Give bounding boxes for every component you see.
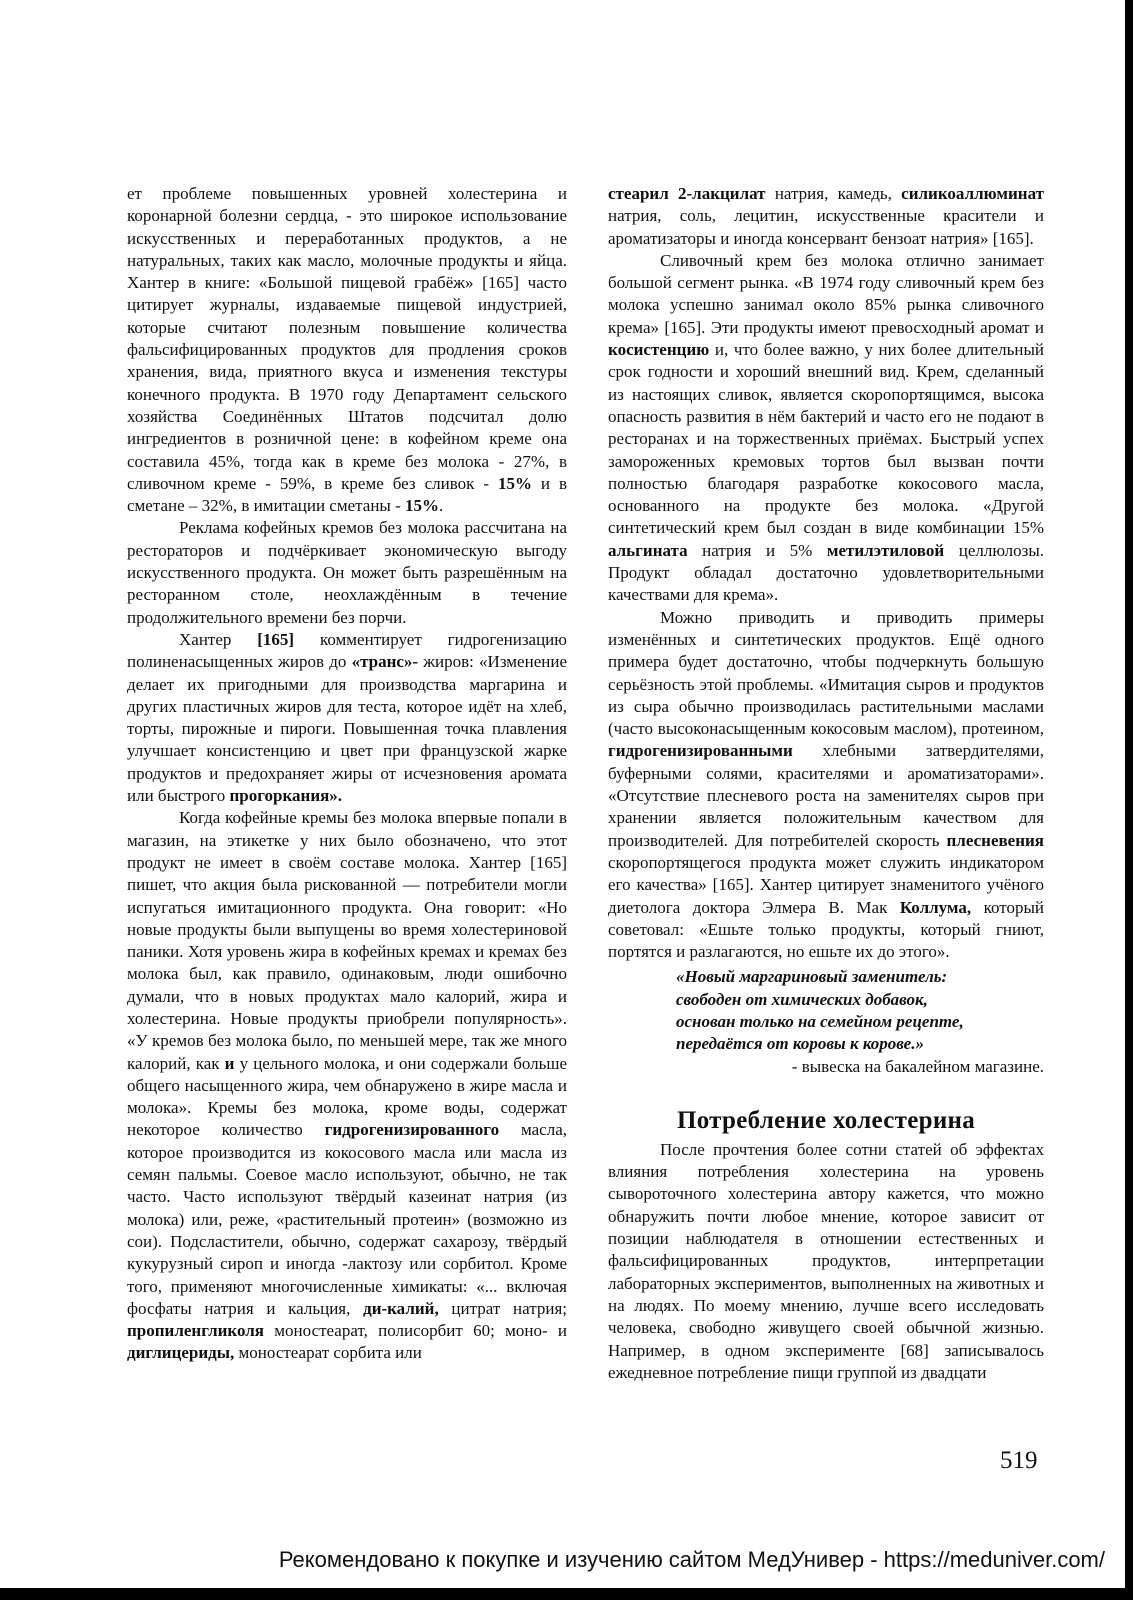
scan-edge-bottom — [0, 1588, 1133, 1600]
right-column — [608, 183, 1044, 1384]
epigraph-line-2: свободен от химических добавок, — [676, 989, 928, 1009]
epigraph-source: - вывеска на бакалейном магазине. — [791, 1056, 1044, 1076]
epigraph-line-1: «Новый маргариновый заменитель: — [676, 967, 948, 987]
scan-edge-right — [1125, 0, 1133, 1600]
left-paragraph-3: Хантер [165] комментирует гидрогенизацию полиненасыщенных жиров до «транс»- жиров: «Изменение делает их пригодными для производства маргарина и других пластичных жиров для теста, которое идёт на хлеб, торты, пирожные и пироги. Повышенная точка плавления улучшает консистенцию и цвет при французской жарке продуктов и предохраняет жиры от исчезновения аромата или быстрого прогоркания». — [127, 629, 567, 806]
epigraph-line-3: основан только на семейном рецепте, — [676, 1011, 964, 1031]
right-paragraph-4: После прочтения более сотни статей об эффектах влияния потребления холестерина на уровень сывороточного холестерина автору кажется, что можно обнаружить почти любое мнение, которое зависит от позиции наблюдателя в отношении естественных и фальсифицированных продуктов, интерпретации лабораторных экспериментов, выполненных на животных и на людях. По моему мнению, лучше всего исследовать человека, свободно живущего своей обычной жизнью. Например, в одном эксперименте [68] записывалось ежедневное потребление пищи группой из двадцати — [608, 1139, 1044, 1382]
epigraph — [608, 966, 1044, 1055]
right-paragraph-1: стеарил 2-лакцилат натрия, камедь, силикоаллюминат натрия, соль, лецитин, искусственные красители и ароматизаторы и иногда консервант бензоат натрия» [165]. — [608, 184, 1044, 248]
right-paragraph-2: Сливочный крем без молока отлично занимает большой сегмент рынка. «В 1974 году сливочный крем без молока успешно занимал около 85% рынка сливочного крема» [165]. Эти продукты имеют превосходный аромат и косистенцию и, что более важно, у них более длительный срок годности и хороший внешний вид. Крем, сделанный из настоящих сливок, является скоропортящимся, высока опасность развития в нём бактерий и часто его не подают в ресторанах и на торжественных приёмах. Быстрый успех замороженных кремовых тортов был вызван почти полностью благодаря разработке кокосового масла, основанного на продукте без молока. «Другой синтетический крем был создан в виде комбинации 15% альгината натрия и 5% метилэтиловой целлюлозы. Продукт обладал достаточно удовлетворительными качествами для крема». — [608, 250, 1044, 605]
left-column — [127, 183, 567, 1365]
page-number: 519 — [1000, 1447, 1038, 1474]
right-paragraph-3: Можно приводить и приводить примеры изменённых и синтетических продуктов. Ещё одного примера будет достаточно, чтобы подчеркнуть большую серьёзность этой проблемы. «Имитация сыров и продуктов из сыра обычно производилась растительными маслами (часто высоконасыщенным кокосовым маслом), протеином, гидрогенизированными хлебными затвердителями, буферными солями, красителями и ароматизаторами». «Отсутствие плесневого роста на заменителях сыров при хранении является положительным качеством для производителей. Для потребителей скорость плесневения скоропортящегося продукта может служить индикатором его качества» [165]. Хантер цитирует знаменитого учёного диетолога доктора Элмера В. Мак Коллума, который советовал: «Ешьте только продукты, который гниют, портятся и разлагаются, но ешьте их до этого». — [608, 607, 1044, 962]
epigraph-line-4: передаётся от коровы к корове.» — [676, 1034, 924, 1054]
left-paragraph-2: Реклама кофейных кремов без молока рассчитана на рестораторов и подчёркивает экономическую выгоду искусственного продукта. Он может быть разрешённым на ресторанном столе, неохлаждённым в течение продолжительного времени без порчи. — [127, 518, 567, 627]
left-paragraph-1: ет проблеме повышенных уровней холестерина и коронарной болезни сердца, - это широкое использование искусственных и переработанных продуктов, а не натуральных, таких как масло, молочные продукты и яйца. Хантер в книге: «Большой пищевой грабёж» [165] часто цитирует журналы, издаваемые пищевой индустрией, которые считают полезным повышение количества фальсифицированных продуктов для продления сроков хранения, вида, приятного вкуса и изменения текстуры конечного продукта. В 1970 году Департамент сельского хозяйства Соединённых Штатов подсчитал долю ингредиентов в розничной цене: в кофейном креме она составила 45%, тогда как в креме без молока - 27%, в сливочном креме - 59%, в креме без сливок - 15% и в сметане – 32%, в имитации сметаны - 15%. — [127, 184, 567, 516]
left-paragraph-4: Когда кофейные кремы без молока впервые попали в магазин, на этикетке у них было обозначено, что этот продукт не имеет в своём составе молока. Хантер [165] пишет, что акция была рискованной — потребители могли испугаться имитационного продукта. Она говорит: «Но новые продукты были выпущены во время холестериновой паники. Хотя уровень жира в кофейных кремах и кремах без молока был, как правило, одинаковым, люди ошибочно думали, что в новых продуктах мало калорий, жира и холестерина. Новые продукты приобрели популярность». «У кремов без молока было, по меньшей мере, так же много калорий, как и у цельного молока, и они содержали больше общего насыщенного жира, чем обнаружено в жире масла и молока». Кремы без молока, кроме воды, содержат некоторое количество гидрогенизированного масла, которое производится из кокосового масла или масла из семян пальмы. Соевое масло используют, обычно, не так часто. Часто используют твёрдый казеинат натрия (из молока) или, реже, «растительный протеин» (возможно из сои). Подсластители, обычно, содержат сахарозу, твёрдый кукурузный сироп и иногда -лактозу или сорбитол. Кроме того, применяют многочисленные химикаты: «... включая фосфаты натрия и кальция, ди-калий, цитрат натрия; пропиленгликоля моностеарат, полисорбит 60; моно- и диглицериды, моностеарат сорбита или — [127, 808, 567, 1363]
section-title: Потребление холестерина — [676, 1106, 976, 1134]
footer-note: Рекомендовано к покупке и изучению сайтом МедУнивер - https://meduniver.com/ — [278, 1547, 1105, 1572]
